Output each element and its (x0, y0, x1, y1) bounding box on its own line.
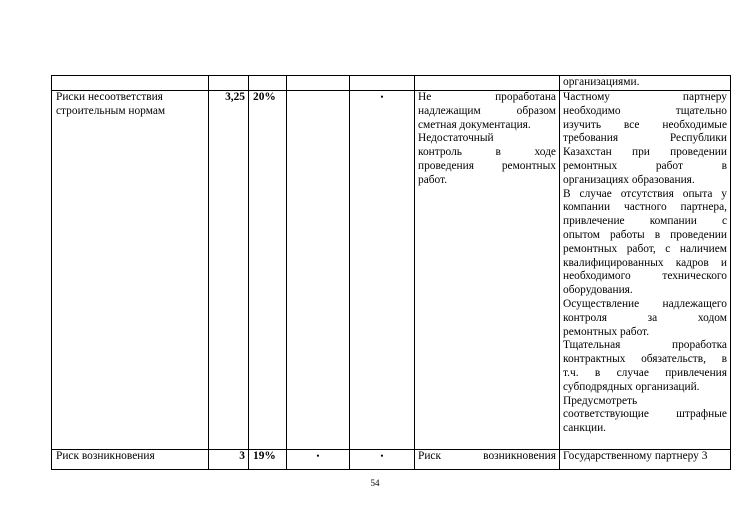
percent-cell: 19% (249, 450, 287, 470)
risk-name-line: Риски несоответствия (56, 91, 163, 103)
measures-line: привлечение компании с (563, 215, 727, 228)
measures-line: Частному партнеру (563, 91, 727, 103)
reasons-cell (415, 91, 560, 450)
measures-line: опытом работы в проведении (563, 228, 727, 241)
mark1-cell: • (287, 450, 350, 470)
measures-line: контроля за ходом (563, 311, 727, 324)
measures-line: квалифицированных кадров и (563, 256, 727, 269)
reasons-line: надлежащим образом (418, 104, 556, 117)
measures-line: Осуществление надлежащего (563, 297, 727, 310)
measures-line: В случае отсутствия опыта у (563, 187, 727, 200)
reasons-line: Риск возникновения (418, 450, 556, 462)
mark2-cell-empty (350, 76, 415, 91)
risk-name-line: строительным нормам (56, 104, 166, 117)
reasons-line: Не проработана (418, 91, 556, 103)
risk-cell-empty (52, 76, 209, 91)
measures-line: Тщательная проработка (563, 339, 727, 352)
risk-name-cell (52, 450, 209, 470)
risk-name-cell (52, 91, 209, 450)
measures-line: субподрядных организаций. (563, 380, 700, 393)
measures-line: требования Республики (563, 132, 727, 145)
measures-cell (560, 450, 731, 470)
reasons-line: Недостаточный (418, 132, 494, 145)
risk-name-line: Риск возникновения (56, 450, 155, 462)
reasons-line: работ. (418, 173, 448, 186)
reasons-line: контроль в ходе (418, 146, 556, 159)
mark2-cell: • (350, 91, 415, 450)
reasons-cell-empty (415, 76, 560, 91)
measures-line: Предусмотреть (563, 394, 638, 407)
measures-line: оборудования. (563, 284, 633, 297)
measures-line: Казахстан при проведении (563, 146, 727, 159)
measures-line: организациями. (563, 76, 640, 88)
measures-line: Государственному партнеру 3 (563, 450, 708, 462)
reasons-line: проведения ремонтных (418, 159, 556, 172)
measures-line: ремонтных работ, с наличием (563, 242, 727, 255)
page-number: 54 (370, 478, 380, 488)
mark1-cell (287, 91, 350, 450)
measures-line: контрактных обязательств, в (563, 353, 727, 366)
score-cell: 3,25 (209, 91, 249, 450)
reasons-line: сметная документация. (418, 118, 531, 131)
measures-line: соответствующие штрафные (563, 408, 727, 421)
table-row (52, 450, 731, 470)
measures-line: необходимого технического (563, 270, 727, 283)
score-cell-empty (209, 76, 249, 91)
measures-line: изучить все необходимые (563, 118, 727, 131)
measures-cell-tail (560, 76, 731, 91)
mark1-cell-empty (287, 76, 350, 91)
percent-cell-empty (249, 76, 287, 91)
percent-cell: 20% (249, 91, 287, 450)
risk-table (51, 75, 731, 470)
mark2-cell: • (350, 450, 415, 470)
score-cell: 3 (209, 450, 249, 470)
measures-line: ремонтных работ. (563, 325, 650, 338)
measures-line: необходимо тщательно (563, 104, 727, 117)
measures-line: организациях образования. (563, 173, 695, 186)
measures-line: т.ч. в случае привлечения (563, 366, 727, 379)
measures-line: санкции. (563, 422, 607, 435)
reasons-cell (415, 450, 560, 470)
table-row-continuation (52, 76, 731, 91)
measures-line: компании частного партнера, (563, 201, 727, 214)
measures-cell (560, 91, 731, 450)
table-row (52, 91, 731, 450)
measures-line: ремонтных работ в (563, 159, 727, 172)
